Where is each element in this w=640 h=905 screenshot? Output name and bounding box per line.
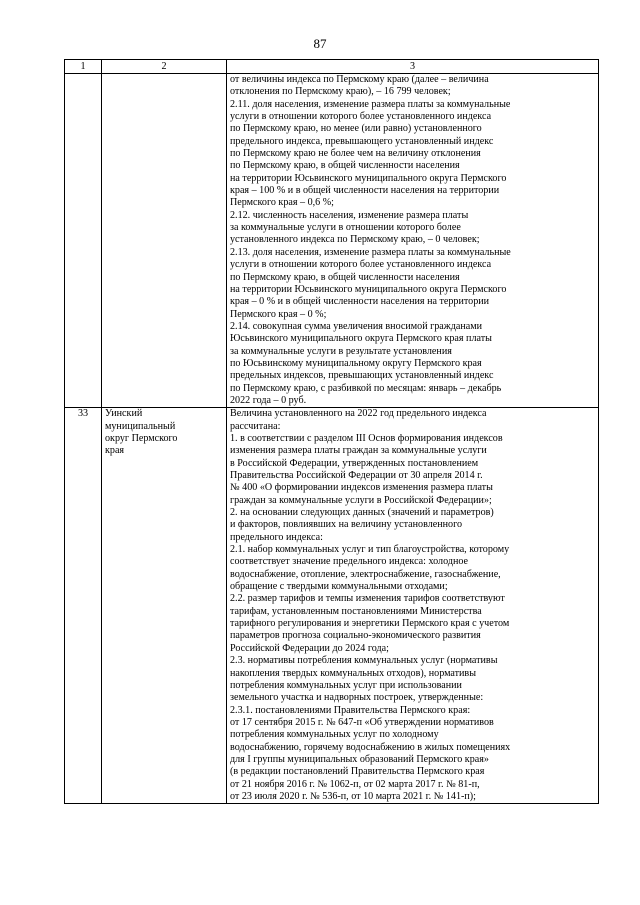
text-line: от величины индекса по Пермскому краю (далее – величина — [230, 74, 489, 85]
text-line: обращение с твердыми коммунальными отходами; — [230, 581, 448, 593]
text-line: изменения размера платы граждан за коммунальные услуги — [230, 445, 487, 457]
text-line: края – 100 % и в общей численности населения на территории — [230, 185, 500, 197]
text-line: Пермского края – 0 %; — [230, 308, 327, 320]
text-line: соответствует значение предельного индекса: холодное — [230, 556, 469, 568]
text-line: услуги в отношении которого более установленного индекса — [230, 111, 492, 123]
text-line: водоснабжению, горячему водоснабжению в жилых помещениях — [230, 741, 511, 753]
text-line: отклонения по Пермскому краю), – 16 799 человек; — [230, 86, 451, 98]
text-line: Юсьвинского муниципального округа Пермского края платы — [230, 333, 492, 345]
text-line: по Пермскому краю, с разбивкой по месяцам: январь – декабрь — [230, 382, 502, 394]
text-line: по Пермскому краю, в общей численности населения — [230, 271, 460, 283]
text-line: предельных индексов, превышающих установленный индекс — [230, 370, 494, 382]
column-header: 2 — [102, 60, 227, 74]
text-line: Российской Федерации до 2024 года; — [230, 642, 389, 654]
text-line: граждан за коммунальные услуги в Российской Федерации»; — [230, 494, 492, 506]
text-line: предельного индекса, превышающего установленный индекс — [230, 135, 494, 147]
municipality-name-line: края — [105, 445, 125, 457]
text-line: услуги в отношении которого более установленного индекса — [230, 259, 492, 271]
text-line: 2.1. набор коммунальных услуг и тип благоустройства, которому — [230, 544, 510, 556]
document-table — [64, 59, 599, 804]
text-line: 2. на основании следующих данных (значений и параметров) — [230, 507, 494, 519]
text-line: по Юсьвинскому муниципальному округу Пермского края — [230, 357, 482, 369]
text-line: накопления твердых коммунальных отходов), нормативы — [230, 667, 476, 679]
text-line: 2.14. совокупная сумма увеличения вносимой гражданами — [230, 320, 483, 332]
text-line: на территории Юсьвинского муниципального округа Пермского — [230, 283, 507, 295]
column-header: 1 — [65, 60, 102, 74]
text-line: предельного индекса: — [230, 531, 323, 543]
municipality-name — [102, 74, 227, 408]
text-line: тарифам, установленным постановлениями Министерства — [230, 605, 482, 617]
text-line: потребления коммунальных услуг по холодному — [230, 729, 439, 741]
text-line: 2.13. доля населения, изменение размера платы за коммунальные — [230, 246, 511, 258]
text-line: от 21 ноября 2016 г. № 1062-п, от 02 марта 2017 г. № 81-п, — [230, 778, 480, 790]
text-line: 2.2. размер тарифов и темпы изменения тарифов соответствуют — [230, 593, 505, 605]
text-line: 1. в соответствии с разделом III Основ формирования индексов — [230, 432, 503, 444]
text-line: 2.3. нормативы потребления коммунальных услуг (нормативы — [230, 655, 498, 667]
text-line: потребления коммунальных услуг при использовании — [230, 679, 462, 691]
table-body — [65, 74, 599, 804]
text-line: Величина установленного на 2022 год предельного индекса — [230, 408, 487, 420]
table-header-row — [65, 60, 599, 74]
text-line: (в редакции постановлений Правительства Пермского края — [230, 766, 485, 778]
text-line: края – 0 % и в общей численности населения на территории — [230, 296, 490, 308]
text-line: по Пермскому краю не более чем на величину отклонения — [230, 148, 481, 160]
text-line: в Российской Федерации, утвержденных постановлением — [230, 457, 479, 469]
text-line: за коммунальные услуги в результате установления — [230, 345, 452, 357]
text-line: по Пермскому краю, но менее (или равно) установленного — [230, 123, 482, 135]
text-line: водоснабжение, отопление, электроснабжение, газоснабжение, — [230, 568, 501, 580]
column-header: 3 — [227, 60, 599, 74]
text-line: № 400 «О формировании индексов изменения размера платы — [230, 482, 493, 494]
text-line: Пермского края – 0,6 %; — [230, 197, 334, 209]
row-number: 33 — [65, 408, 102, 804]
text-line: и факторов, повлиявших на величину установленного — [230, 519, 463, 531]
municipality-name-line: Уинский — [105, 408, 143, 420]
text-line: 2.3.1. постановлениями Правительства Пермского края: — [230, 704, 471, 716]
text-line: 2.12. численность населения, изменение размера платы — [230, 209, 469, 221]
text-line: земельного участка и надворных построек, утвержденные: — [230, 692, 484, 704]
municipality-name-line: округ Пермского — [105, 432, 178, 444]
municipality-name-line: муниципальный — [105, 420, 176, 432]
table-row — [65, 408, 599, 804]
text-line: для I группы муниципальных образований Пермского края» — [230, 753, 489, 765]
text-line: параметров прогноза социально-экономического развития — [230, 630, 481, 642]
description-text — [227, 408, 599, 804]
text-line: установленного индекса по Пермскому краю, – 0 человек; — [230, 234, 480, 246]
text-line: по Пермскому краю, в общей численности населения — [230, 160, 460, 172]
text-line: от 17 сентября 2015 г. № 647-п «Об утверждении нормативов — [230, 716, 494, 728]
text-line: на территории Юсьвинского муниципального округа Пермского — [230, 172, 507, 184]
description-text — [227, 74, 599, 408]
text-line: тарифного регулирования и энергетики Пермского края с учетом — [230, 618, 510, 630]
text-line: 2022 года – 0 руб. — [230, 394, 307, 406]
text-line: Правительства Российской Федерации от 30 апреля 2014 г. — [230, 470, 483, 481]
text-line: 2.11. доля населения, изменение размера платы за коммунальные — [230, 98, 511, 110]
municipality-name — [102, 408, 227, 804]
page-number: 87 — [313, 36, 327, 51]
text-line: от 23 июля 2020 г. № 536-п, от 10 марта 2021 г. № 141-п); — [230, 790, 476, 802]
table-row — [65, 74, 599, 408]
text-line: рассчитана: — [230, 420, 281, 432]
text-line: за коммунальные услуги в отношении которого более — [230, 222, 461, 234]
row-number — [65, 74, 102, 408]
